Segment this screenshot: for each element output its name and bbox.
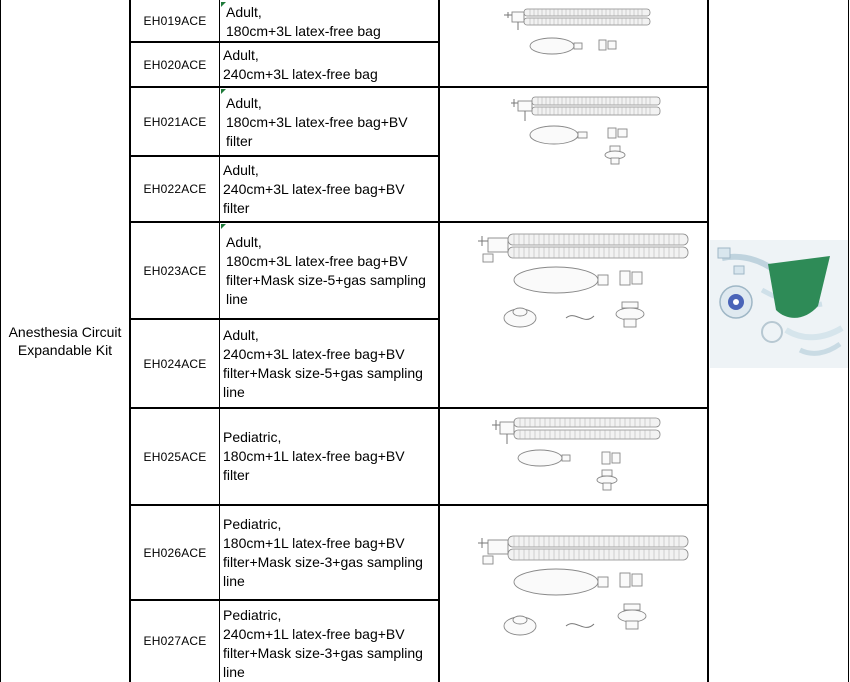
grid-line: [129, 504, 709, 506]
code-cell: [131, 0, 219, 42]
desc-cell: [220, 606, 438, 682]
code-cell: [131, 222, 219, 319]
product-code: EH020ACE: [143, 57, 207, 72]
circuit-illustration: [500, 6, 660, 56]
grid-line: [0, 0, 1, 682]
grid-line: [129, 407, 709, 409]
product-code: EH024ACE: [143, 356, 207, 371]
pediatric-circuit-mask-illustration: [474, 530, 694, 640]
grid-line: [438, 0, 440, 682]
grid-line: [129, 155, 440, 157]
product-description: Pediatric, 240cm+1L latex-free bag+BV filter+Mask size-3+gas sampling line: [223, 607, 423, 680]
circuit-filter-illustration: [508, 93, 668, 171]
pediatric-circuit-illustration: [490, 414, 670, 494]
grid-line: [129, 599, 440, 601]
desc-cell: [220, 161, 438, 222]
code-cell: [131, 505, 219, 600]
product-name-cell: [0, 0, 130, 682]
product-description: Adult, 240cm+3L latex-free bag+BV filter+Mask size-5+gas sampling line: [223, 327, 423, 400]
product-description: Adult, 240cm+3L latex-free bag: [223, 47, 378, 82]
product-code: EH025ACE: [143, 449, 207, 464]
product-name: Anesthesia Circuit Expandable Kit: [8, 324, 122, 358]
product-description: Adult, 180cm+3L latex-free bag: [226, 4, 381, 39]
grid-line: [707, 0, 709, 682]
code-cell: [131, 42, 219, 87]
product-description: Adult, 240cm+3L latex-free bag+BV filter: [223, 162, 405, 216]
product-description: Pediatric, 180cm+1L latex-free bag+BV filter: [223, 429, 405, 483]
comment-marker: [221, 89, 226, 94]
desc-cell: [220, 233, 438, 319]
product-description: Adult, 180cm+3L latex-free bag+BV filter+Mask size-5+gas sampling line: [226, 234, 426, 307]
grid-line: [129, 318, 440, 320]
product-code: EH021ACE: [143, 114, 207, 129]
code-cell: [131, 156, 219, 222]
product-code: EH023ACE: [143, 263, 207, 278]
grid-line: [848, 0, 849, 682]
code-cell: [131, 319, 219, 408]
grid-line: [129, 0, 131, 682]
grid-line: [219, 0, 220, 682]
grid-line: [129, 41, 440, 43]
code-cell: [131, 408, 219, 505]
desc-cell: [220, 94, 438, 156]
code-cell: [131, 87, 219, 156]
comment-marker: [221, 224, 226, 229]
grid-line: [129, 221, 709, 223]
grid-line: [129, 86, 709, 88]
circuit-mask-illustration: [474, 228, 694, 338]
kit-photo: [710, 240, 848, 368]
desc-cell: [220, 46, 438, 87]
desc-cell: [220, 515, 438, 600]
desc-cell: [220, 428, 438, 505]
desc-cell: [220, 326, 438, 408]
product-code: EH027ACE: [143, 634, 207, 648]
desc-cell: [220, 3, 438, 42]
product-description: Adult, 180cm+3L latex-free bag+BV filter: [226, 95, 408, 149]
code-cell: [131, 600, 219, 682]
comment-marker: [221, 2, 226, 7]
product-description: Pediatric, 180cm+1L latex-free bag+BV filter+Mask size-3+gas sampling line: [223, 516, 423, 589]
product-code: EH019ACE: [143, 14, 207, 28]
product-code: EH026ACE: [143, 545, 207, 560]
product-code: EH022ACE: [143, 182, 207, 196]
